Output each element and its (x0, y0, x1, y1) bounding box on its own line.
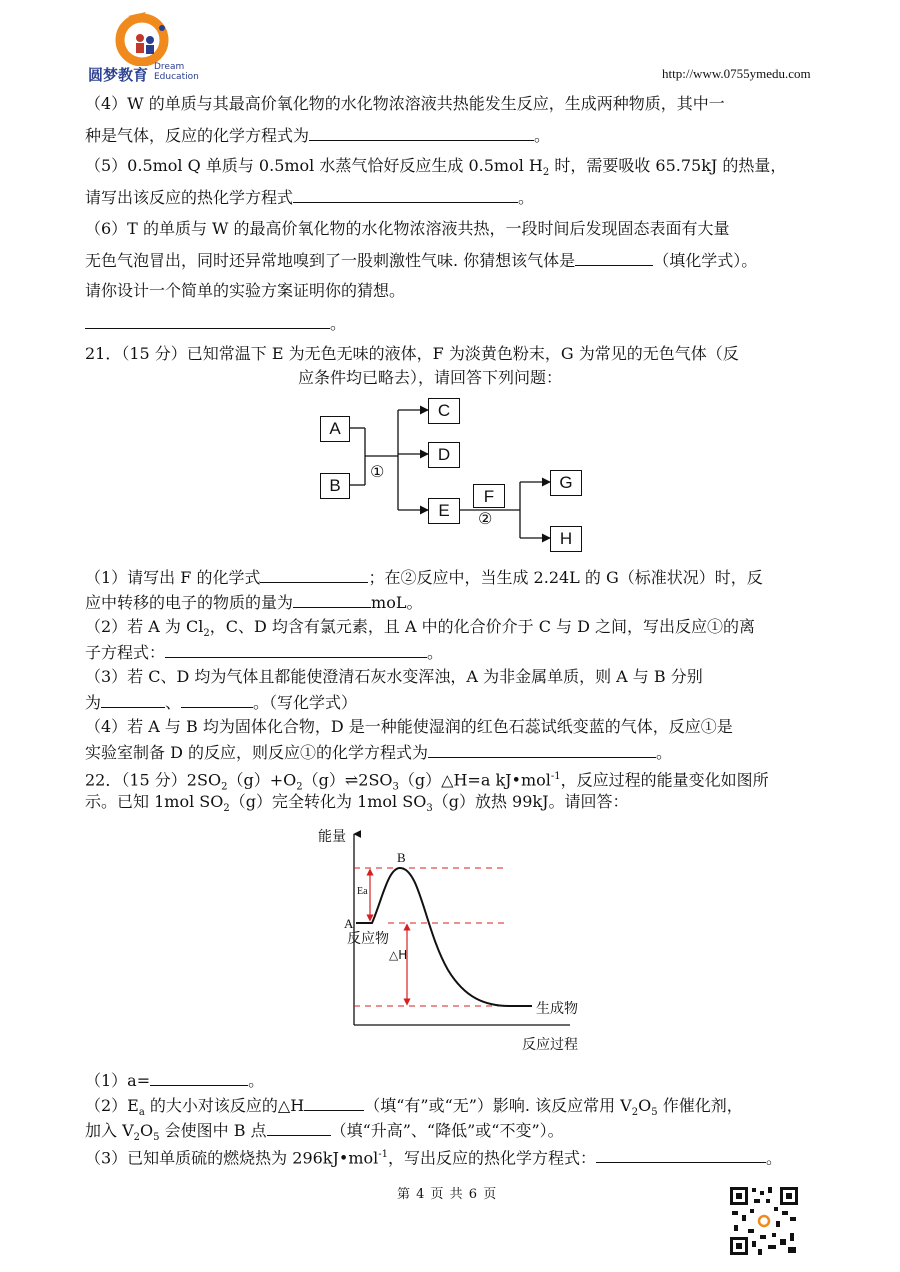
q20-p4-blank[interactable] (309, 125, 534, 141)
sup: -1 (550, 771, 561, 782)
point-b-label: B (397, 850, 406, 865)
q21-p2-blank[interactable] (165, 642, 427, 658)
q21-stem-line2: 应条件均已略去），请回答下列问题： (298, 368, 563, 387)
q21-p3-c: 、 (165, 693, 182, 712)
sub: 2 (133, 1132, 141, 1144)
qr-code (728, 1185, 800, 1257)
q20-p4-line2 (85, 125, 550, 146)
node-f: F (473, 484, 505, 508)
q21-p1-b: ；在②反应中，当生成 2.24L 的 G（标准状况）时，反 (368, 568, 763, 587)
reactant-label: 反应物 (347, 931, 389, 947)
q21-p2-b: ，C、D 均含有氯元素，且 A 中的化合价介于 C 与 D 之间，写出反应①的离 (209, 617, 756, 636)
q22-stem2-c: （g）放热 99kJ。请回答： (432, 792, 629, 811)
page-number: 第 4 页 共 6 页 (397, 1187, 498, 1202)
sup: -1 (378, 1149, 389, 1160)
logo (88, 10, 198, 82)
q22-p2-g: （填“升高”、“降低”或“不变”）。 (330, 1121, 564, 1140)
end-mark: 。 (427, 643, 444, 662)
q21-p1-line1 (85, 567, 763, 588)
node-g: G (550, 470, 582, 496)
node-c: C (428, 398, 460, 424)
q20-p6-answer-blank[interactable] (85, 313, 330, 329)
q22-p2-b: 的大小对该反应的△H (144, 1096, 305, 1115)
q22-p1 (85, 1070, 264, 1091)
dh-label: △H (389, 948, 408, 962)
q20-p5-a: （5）0.5mol Q 单质与 0.5mol 水蒸气恰好反应生成 0.5mol H (85, 156, 543, 175)
sub: 2 (221, 781, 228, 793)
q21-flow-diagram (300, 390, 600, 560)
end-mark: 。 (518, 188, 535, 207)
q21-p4-b: 实验室制备 D 的反应，则反应①的化学方程式为 (85, 743, 429, 762)
q20-p6-line2 (85, 250, 757, 271)
q21-p2-c: 子方程式： (85, 643, 166, 662)
q21-p2-sub: 2 (203, 628, 210, 640)
q22-stem-c: （g）⇌2SO (302, 770, 393, 790)
q20-p6-b: （填化学式）。 (653, 251, 758, 270)
product-label: 生成物 (536, 1001, 578, 1017)
node-h: H (550, 526, 582, 552)
q20-p5-text: 请写出该反应的热化学方程式 (85, 188, 294, 207)
q22-p2-o: O (140, 1121, 154, 1140)
sub: 2 (223, 803, 230, 815)
end-mark: 。 (766, 1148, 783, 1168)
q22-stem-e: ，反应过程的能量变化如图所 (560, 770, 769, 790)
q21-p2-line1 (85, 617, 755, 644)
logo-en-2: Education (154, 72, 199, 82)
q20-p5-line2 (85, 187, 534, 208)
q20-p5-sub: 2 (542, 167, 550, 179)
q21-p1-line2 (85, 592, 422, 613)
q21-p3-b: 为 (85, 693, 102, 712)
q21-p1-blank1[interactable] (260, 567, 368, 583)
q22-p2-a: （2）E (85, 1096, 139, 1115)
q21-p1-a: （1）请写出 F 的化学式 (85, 568, 261, 587)
x-axis-label: 反应过程 (522, 1037, 578, 1053)
q22-p1-blank[interactable] (150, 1070, 248, 1086)
sub: a (138, 1107, 145, 1119)
q22-stem-a: 22．（15 分）2SO (85, 770, 222, 790)
sub: 5 (153, 1132, 160, 1144)
q20-p5-blank[interactable] (293, 187, 518, 203)
q22-stem2-a: 示。已知 1mol SO (85, 792, 224, 811)
q22-p1-a: （1）a= (85, 1071, 151, 1090)
q21-p2-line2 (85, 642, 443, 663)
q22-stem-d: （g）△H=a kJ•mol (398, 770, 551, 790)
q22-p2-f: 会使图中 B 点 (159, 1121, 267, 1140)
point-a-label: A (344, 916, 354, 931)
q20-p4-text: 种是气体，反应的化学方程式为 (85, 126, 310, 145)
q21-p3-line2 (85, 692, 357, 713)
logo-en-1: Dream (154, 62, 185, 72)
reaction-2-label: ② (478, 509, 493, 528)
q21-p4-line2 (85, 742, 672, 763)
q20-p4-line1: （4）W 的单质与其最高价氧化物的水化物浓溶液共热能发生反应，生成两种物质，其中一 (85, 94, 725, 113)
qr-code-icon (728, 1185, 800, 1257)
ea-label: Ea (357, 886, 368, 897)
q20-p5-line1 (85, 156, 786, 183)
q21-p1-c: 应中转移的电子的物质的量为 (85, 593, 294, 612)
node-e: E (428, 498, 460, 524)
q22-p2-e: 加入 V (85, 1121, 134, 1140)
q21-p1-blank2[interactable] (293, 592, 371, 608)
end-mark: 。 (330, 314, 347, 333)
q21-p3-blank2[interactable] (181, 692, 253, 708)
q22-p2-o: O (638, 1096, 652, 1115)
q22-p2-blank1[interactable] (304, 1095, 364, 1111)
node-d: D (428, 442, 460, 468)
q22-p2-blank2[interactable] (267, 1120, 331, 1136)
q22-p2-line2 (85, 1120, 564, 1148)
q21-p4-line1: （4）若 A 与 B 均为固体化合物，D 是一种能使湿润的红色石蕊试纸变蓝的气体，反应①是 (85, 717, 733, 736)
sub: 3 (426, 803, 433, 815)
node-b: B (320, 473, 350, 499)
q22-p3-a: （3）已知单质硫的燃烧热为 296kJ•mol (85, 1148, 379, 1168)
end-mark: 。 (248, 1071, 265, 1090)
q22-p3-b: ，写出反应的热化学方程式： (388, 1148, 597, 1168)
q22-p2-c: （填“有”或“无”）影响. 该反应常用 V (364, 1096, 632, 1115)
reaction-1-label: ① (370, 462, 385, 481)
sub: 5 (651, 1107, 658, 1119)
y-axis-label: 能量 (318, 829, 346, 845)
q20-p6-line4 (85, 313, 346, 334)
q20-p5-b: 时，需要吸收 65.75kJ 的热量， (549, 156, 787, 175)
node-a: A (320, 416, 350, 442)
q21-p1-d: moL。 (371, 593, 423, 612)
q20-p6-line1: （6）T 的单质与 W 的最高价氧化物的水化物浓溶液共热，一段时间后发现固态表面有大量 (85, 219, 730, 238)
q22-stem-b: （g）+O (227, 770, 297, 790)
q21-p4-blank[interactable] (428, 742, 656, 758)
q21-stem-line1: 21．（15 分）已知常温下 E 为无色无味的液体，F 为淡黄色粉末，G 为常见的无色气体（反 (85, 344, 739, 363)
q22-p2-line1 (85, 1095, 743, 1123)
logo-icon (106, 10, 186, 66)
q22-p3-blank[interactable] (596, 1147, 766, 1163)
end-mark: 。 (534, 126, 551, 145)
q21-p3-d: 。（写化学式） (253, 693, 358, 712)
q22-p3 (85, 1145, 782, 1168)
energy-plot (300, 820, 600, 1060)
sub: 3 (392, 781, 399, 793)
q22-p2-d: 作催化剂， (657, 1096, 743, 1115)
q22-stem-line2 (85, 792, 629, 819)
q22-stem2-b: （g）完全转化为 1mol SO (229, 792, 427, 811)
q21-p2-a: （2）若 A 为 Cl (85, 617, 204, 636)
energy-diagram (300, 820, 600, 1060)
sub: 2 (296, 781, 303, 793)
q21-p3-line1: （3）若 C、D 均为气体且都能使澄清石灰水变浑浊，A 为非金属单质，则 A 与 B 分别 (85, 667, 703, 686)
q20-p6-blank[interactable] (575, 250, 653, 266)
header-url[interactable]: http://www.0755ymedu.com (662, 66, 811, 81)
q20-p6-a: 无色气泡冒出，同时还异常地嗅到了一股刺激性气味. 你猜想该气体是 (85, 251, 576, 270)
q20-p6-line3: 请你设计一个简单的实验方案证明你的猜想。 (85, 281, 406, 300)
logo-cn: 圆梦教育 (88, 66, 149, 84)
end-mark: 。 (656, 743, 673, 762)
q21-p3-blank1[interactable] (101, 692, 165, 708)
sub: 2 (631, 1107, 639, 1119)
